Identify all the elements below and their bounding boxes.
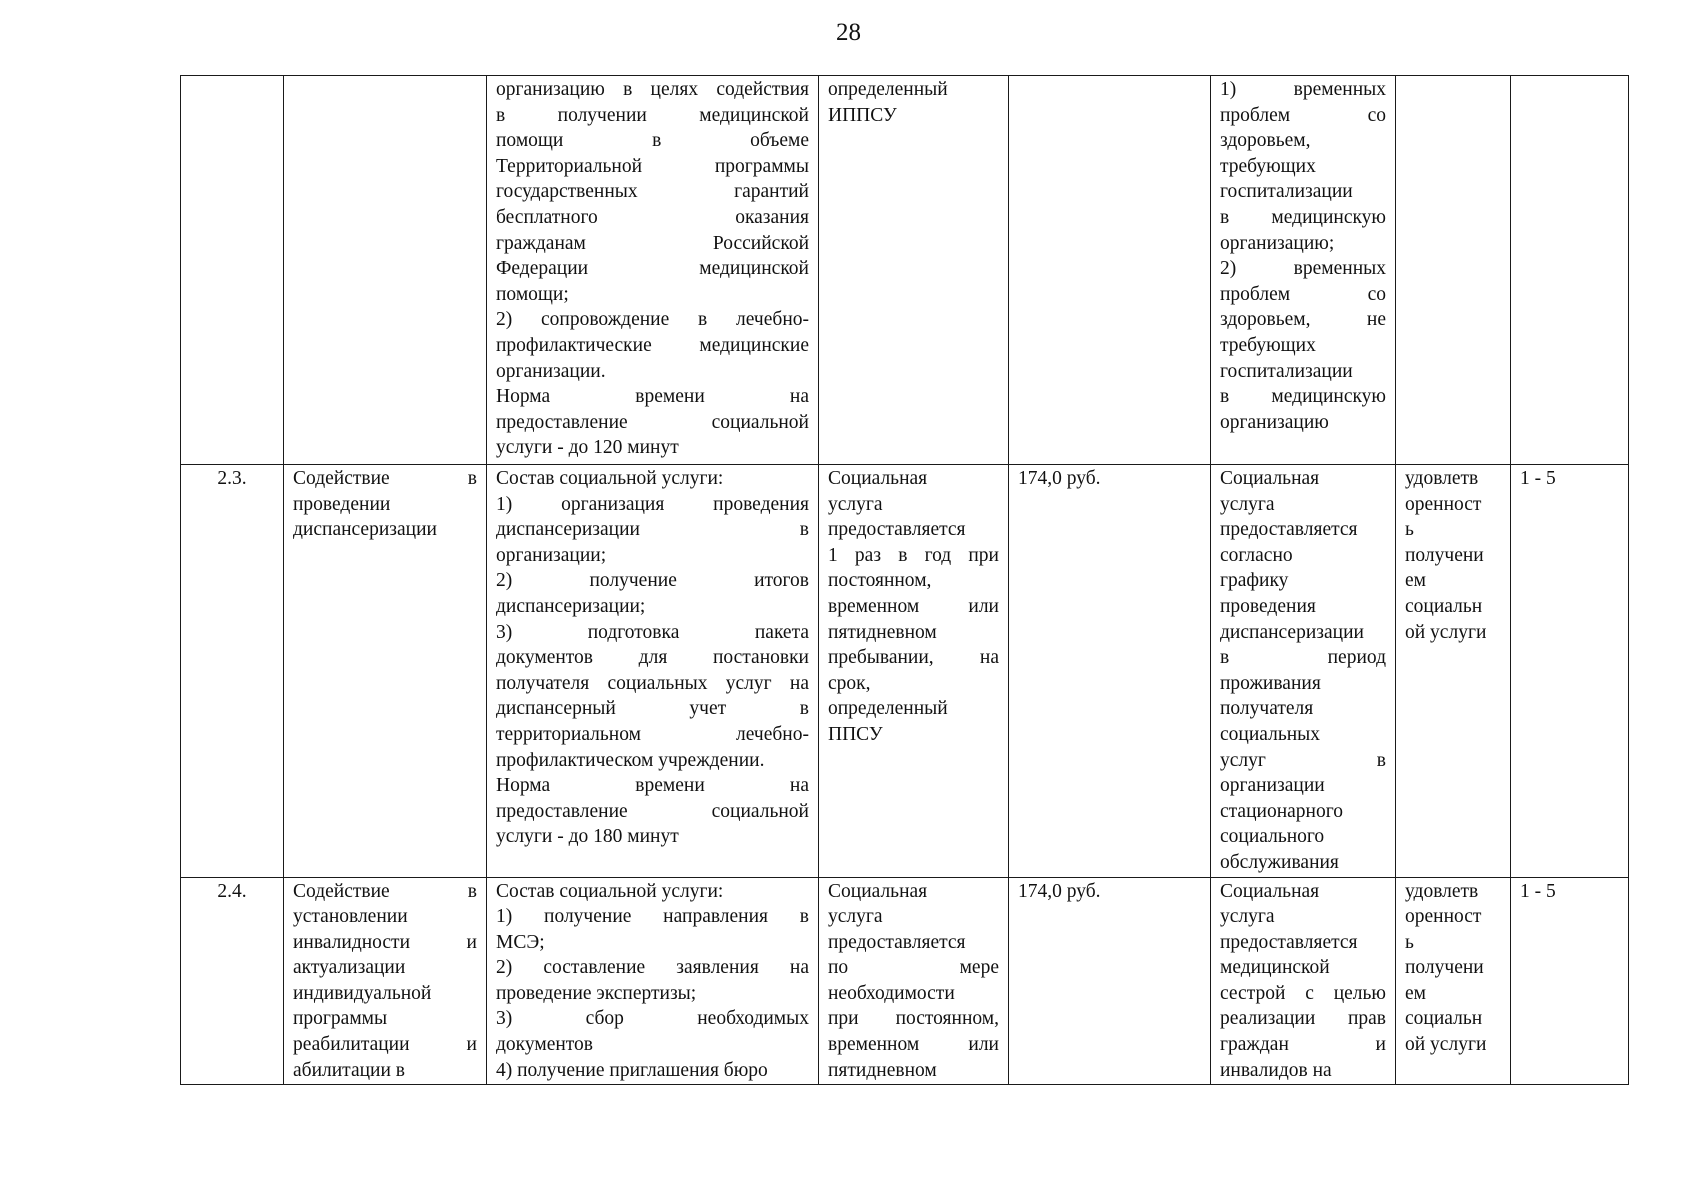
- cell-text-line: Содействие в: [293, 880, 477, 902]
- periodicity-cell: [819, 877, 1009, 1085]
- cell-text-line: 1) организация проведения: [496, 493, 809, 515]
- price-cell: [1009, 76, 1211, 465]
- cell-text-line: абилитации в: [293, 1059, 405, 1081]
- row-number-cell: [181, 76, 284, 465]
- cell-text-line: 1) временных: [1220, 79, 1386, 100]
- cell-text-line: 1 раз в год при: [828, 544, 999, 566]
- cell-text-line: помощи;: [496, 283, 569, 305]
- cell-text-line: требующих: [1220, 155, 1316, 177]
- cell-text-line: 4) получение приглашения бюро: [496, 1059, 768, 1081]
- cell-text-line: Норма времени на: [496, 775, 809, 797]
- cell-text-line: ой услуги: [1405, 621, 1487, 643]
- conditions-cell: [1211, 76, 1396, 465]
- cell-text-line: Норма времени на: [496, 386, 809, 408]
- page-number: 28: [836, 19, 861, 46]
- cell-text-line: в период: [1220, 647, 1386, 669]
- cell-text-line: МСЭ;: [496, 931, 545, 953]
- cell-text-line: получени: [1405, 957, 1484, 979]
- cell-text-line: установлении: [293, 906, 408, 928]
- cell-text-line: в медицинскую: [1220, 206, 1386, 228]
- cell-text-line: услуги - до 180 минут: [496, 826, 679, 848]
- cell-text-line: удовлетв: [1405, 880, 1479, 902]
- cell-text-line: диспансеризации: [1220, 621, 1364, 643]
- cell-text-line: услуг в: [1220, 749, 1386, 771]
- cell-text-line: ППСУ: [828, 723, 883, 745]
- conditions-cell: [1211, 877, 1396, 1085]
- evaluation-code-cell: [1511, 76, 1629, 465]
- cell-text-line: услуга: [828, 493, 883, 515]
- table-row: [181, 877, 1629, 1085]
- cell-text-line: социального: [1220, 826, 1325, 848]
- cell-text-line: бесплатного оказания: [496, 206, 809, 228]
- cell-text-line: ь: [1405, 931, 1414, 953]
- cell-text-line: организацию: [1220, 411, 1329, 433]
- cell-text-line: медицинской: [1220, 957, 1330, 979]
- cell-text-line: согласно: [1220, 544, 1293, 566]
- service-name-cell: [284, 76, 487, 465]
- cell-text-line: социальн: [1405, 1008, 1483, 1030]
- cell-text-line: диспансеризации: [293, 519, 437, 541]
- service-content-cell: [487, 465, 819, 878]
- cell-text-line: предоставление социальной: [496, 411, 809, 433]
- row-number-cell: 2.3.: [181, 465, 284, 878]
- cell-text-line: территориальном лечебно-: [496, 723, 809, 745]
- cell-text-line: стационарного: [1220, 800, 1343, 822]
- table-row: [181, 465, 1629, 878]
- conditions-cell: [1211, 465, 1396, 878]
- cell-text-line: Федерации медицинской: [496, 258, 809, 280]
- cell-text-line: услуга: [828, 906, 883, 928]
- service-name-cell: [284, 877, 487, 1085]
- cell-text-line: 3) сбор необходимых: [496, 1008, 809, 1030]
- cell-text-line: удовлетв: [1405, 468, 1479, 489]
- cell-text-line: Содействие в: [293, 468, 477, 489]
- table-row: [181, 76, 1629, 465]
- cell-text-line: Состав социальной услуги:: [496, 880, 724, 902]
- cell-text-line: предоставляется: [828, 931, 966, 953]
- cell-text-line: организацию в целях содействия: [496, 79, 809, 100]
- service-content-cell: [487, 76, 819, 465]
- cell-text-line: временном или: [828, 595, 999, 617]
- table-body: [181, 76, 1629, 1085]
- cell-text-line: ой услуги: [1405, 1034, 1487, 1056]
- quality-cell: [1396, 465, 1511, 878]
- cell-text-line: 2) получение итогов: [496, 570, 809, 592]
- cell-text-line: постоянном,: [828, 570, 932, 592]
- cell-text-line: услуги - до 120 минут: [496, 437, 679, 459]
- cell-text-line: профилактическом учреждении.: [496, 749, 765, 771]
- cell-text-line: диспансеризации;: [496, 595, 646, 617]
- cell-text-line: диспансерный учет в: [496, 698, 809, 720]
- cell-text-line: получателя: [1220, 698, 1314, 720]
- cell-text-line: 2) составление заявления на: [496, 957, 809, 979]
- price-cell: 174,0 руб.: [1009, 465, 1211, 878]
- cell-text-line: ь: [1405, 519, 1414, 541]
- cell-text-line: сестрой с целью: [1220, 982, 1386, 1004]
- cell-text-line: проблем со: [1220, 104, 1386, 126]
- cell-text-line: предоставление социальной: [496, 800, 809, 822]
- cell-text-line: временном или: [828, 1034, 999, 1056]
- cell-text-line: требующих: [1220, 334, 1316, 356]
- cell-text-line: пятидневном: [828, 621, 937, 643]
- periodicity-cell: [819, 465, 1009, 878]
- cell-text-line: реабилитации и: [293, 1034, 477, 1056]
- evaluation-code-cell: 1 - 5: [1511, 465, 1629, 878]
- cell-text-line: графику: [1220, 570, 1289, 592]
- cell-text-line: при постоянном,: [828, 1008, 999, 1030]
- cell-text-line: по мере: [828, 957, 999, 979]
- cell-text-line: индивидуальной: [293, 982, 432, 1004]
- cell-text-line: Территориальной программы: [496, 155, 809, 177]
- cell-text-line: определенный: [828, 698, 948, 720]
- cell-text-line: получателя социальных услуг на: [496, 672, 809, 694]
- cell-text-line: социальных: [1220, 723, 1321, 745]
- cell-text-line: ем: [1405, 982, 1426, 1004]
- cell-text-line: диспансеризации в: [496, 519, 809, 541]
- cell-text-line: документов: [496, 1034, 594, 1056]
- periodicity-cell: [819, 76, 1009, 465]
- cell-text-line: организации.: [496, 360, 606, 382]
- cell-text-line: здоровьем,: [1220, 130, 1311, 152]
- cell-text-line: 2) временных: [1220, 258, 1386, 280]
- cell-text-line: пятидневном: [828, 1059, 937, 1081]
- cell-text-line: услуга: [1220, 493, 1275, 515]
- quality-cell: [1396, 76, 1511, 465]
- cell-text-line: гражданам Российской: [496, 232, 809, 254]
- service-name-cell: [284, 465, 487, 878]
- cell-text-line: проблем со: [1220, 283, 1386, 305]
- cell-text-line: реализации прав: [1220, 1008, 1386, 1030]
- cell-text-line: обслуживания: [1220, 851, 1339, 873]
- cell-text-line: государственных гарантий: [496, 181, 809, 203]
- cell-text-line: пребывании, на: [828, 647, 999, 669]
- cell-text-line: ем: [1405, 570, 1426, 592]
- cell-text-line: социальн: [1405, 595, 1483, 617]
- cell-text-line: программы: [293, 1008, 388, 1030]
- cell-text-line: 1) получение направления в: [496, 906, 809, 928]
- cell-text-line: госпитализации: [1220, 360, 1353, 382]
- cell-text-line: организацию;: [1220, 232, 1335, 254]
- services-table: [180, 75, 1629, 1085]
- cell-text-line: Социальная: [828, 880, 928, 902]
- cell-text-line: здоровьем, не: [1220, 309, 1386, 331]
- cell-text-line: проведения: [1220, 595, 1316, 617]
- cell-text-line: оренност: [1405, 493, 1482, 515]
- cell-text-line: помощи в объеме: [496, 130, 809, 152]
- cell-text-line: срок,: [828, 672, 871, 694]
- cell-text-line: проживания: [1220, 672, 1321, 694]
- quality-cell: [1396, 877, 1511, 1085]
- cell-text-line: инвалидов на: [1220, 1059, 1332, 1081]
- cell-text-line: организации;: [496, 544, 607, 566]
- cell-text-line: необходимости: [828, 982, 955, 1004]
- cell-text-line: 3) подготовка пакета: [496, 621, 809, 643]
- cell-text-line: ИППСУ: [828, 104, 897, 126]
- cell-text-line: предоставляется: [828, 519, 966, 541]
- cell-text-line: госпитализации: [1220, 181, 1353, 203]
- cell-text-line: Социальная: [828, 468, 928, 489]
- cell-text-line: проведение экспертизы;: [496, 982, 697, 1004]
- cell-text-line: предоставляется: [1220, 519, 1358, 541]
- cell-text-line: оренност: [1405, 906, 1482, 928]
- evaluation-code-cell: 1 - 5: [1511, 877, 1629, 1085]
- row-number-cell: 2.4.: [181, 877, 284, 1085]
- cell-text-line: граждан и: [1220, 1034, 1386, 1056]
- cell-text-line: документов для постановки: [496, 647, 809, 669]
- cell-text-line: проведении: [293, 493, 391, 515]
- cell-text-line: услуга: [1220, 906, 1275, 928]
- cell-text-line: 2) сопровождение в лечебно-: [496, 309, 809, 331]
- cell-text-line: актуализации: [293, 957, 406, 979]
- cell-text-line: профилактические медицинские: [496, 334, 809, 356]
- cell-text-line: в получении медицинской: [496, 104, 809, 126]
- cell-text-line: получени: [1405, 544, 1484, 566]
- cell-text-line: Социальная: [1220, 880, 1320, 902]
- cell-text-line: определенный: [828, 79, 948, 100]
- cell-text-line: организации: [1220, 775, 1325, 797]
- price-cell: 174,0 руб.: [1009, 877, 1211, 1085]
- cell-text-line: в медицинскую: [1220, 386, 1386, 408]
- cell-text-line: Социальная: [1220, 468, 1320, 489]
- cell-text-line: Состав социальной услуги:: [496, 468, 724, 489]
- cell-text-line: предоставляется: [1220, 931, 1358, 953]
- cell-text-line: инвалидности и: [293, 931, 477, 953]
- service-content-cell: [487, 877, 819, 1085]
